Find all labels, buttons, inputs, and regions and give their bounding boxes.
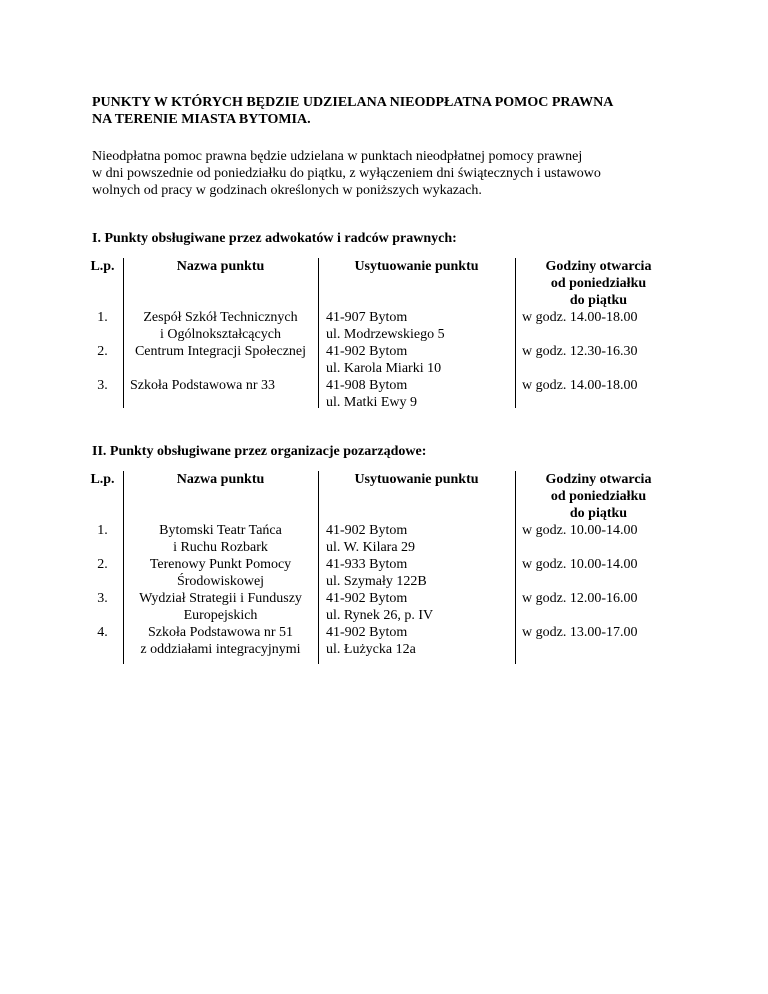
header-godziny: Godziny otwarcia od poniedziałku do piątku: [545, 472, 652, 521]
intro-line-3: wolnych od pracy w godzinach określonych w poniższych wykazach.: [92, 183, 482, 198]
title-line-2: NA TERENIE MIASTA BYTOMIA.: [92, 112, 311, 127]
row-lp: 2.: [97, 344, 108, 359]
row-adres: 41-907 Bytom ul. Modrzewskiego 5: [326, 310, 445, 342]
header-nazwa: Nazwa punktu: [176, 259, 265, 274]
row-lp: 1.: [97, 523, 108, 538]
row-nazwa: Szkoła Podstawowa nr 51 z oddziałami integracyjnymi: [140, 625, 301, 657]
row-godziny: w godz. 13.00-17.00: [522, 625, 638, 640]
header-lp: L.p.: [90, 472, 115, 487]
row-lp: 2.: [97, 557, 108, 572]
row-godziny: w godz. 12.30-16.30: [522, 344, 638, 359]
intro-line-2: w dni powszednie od poniedziałku do piątku, z wyłączeniem dni świątecznych i ustawowo: [92, 166, 601, 181]
header-nazwa: Nazwa punktu: [176, 472, 265, 487]
row-lp: 4.: [97, 625, 108, 640]
document-title: [92, 94, 678, 128]
row-adres: 41-902 Bytom ul. Karola Miarki 10: [326, 344, 442, 376]
row-godziny: w godz. 14.00-18.00: [522, 378, 638, 393]
row-lp: 3.: [97, 591, 108, 606]
row-adres: 41-908 Bytom ul. Matki Ewy 9: [326, 378, 417, 410]
row-nazwa: Wydział Strategii i Funduszy Europejskich: [139, 591, 302, 623]
document-page: [90, 94, 678, 657]
row-godziny: w godz. 10.00-14.00: [522, 523, 638, 538]
section-2-title: II. Punkty obsługiwane przez organizacje pozarządowe:: [92, 444, 427, 459]
table-border: [318, 258, 319, 408]
intro-line-1: Nieodpłatna pomoc prawna będzie udzielana w punktach nieodpłatnej pomocy prawnej: [92, 149, 583, 164]
header-godziny: Godziny otwarcia od poniedziałku do piątku: [545, 259, 652, 308]
row-adres: 41-902 Bytom ul. W. Kilara 29: [326, 523, 416, 555]
header-usytuowanie: Usytuowanie punktu: [354, 259, 479, 274]
row-nazwa: Terenowy Punkt Pomocy Środowiskowej: [149, 557, 292, 589]
table-section-2: [82, 471, 682, 664]
title-line-1: PUNKTY W KTÓRYCH BĘDZIE UDZIELANA NIEODPŁATNA POMOC PRAWNA: [92, 95, 614, 110]
intro-paragraph: [92, 148, 678, 199]
table-section-1: [82, 258, 682, 408]
row-lp: 1.: [97, 310, 108, 325]
table-border: [318, 471, 319, 664]
row-nazwa: Centrum Integracji Społecznej: [134, 344, 307, 359]
header-lp: L.p.: [90, 259, 115, 274]
row-adres: 41-933 Bytom ul. Szymały 122B: [326, 557, 427, 589]
header-usytuowanie: Usytuowanie punktu: [354, 472, 479, 487]
row-adres: 41-902 Bytom ul. Rynek 26, p. IV: [326, 591, 434, 623]
row-nazwa: Zespół Szkół Technicznych i Ogólnokształcących: [143, 310, 298, 342]
row-godziny: w godz. 14.00-18.00: [522, 310, 638, 325]
row-lp: 3.: [97, 378, 108, 393]
row-godziny: w godz. 10.00-14.00: [522, 557, 638, 572]
row-nazwa: Bytomski Teatr Tańca i Ruchu Rozbark: [159, 523, 282, 555]
section-1-title: I. Punkty obsługiwane przez adwokatów i radców prawnych:: [92, 231, 457, 246]
row-nazwa: Szkoła Podstawowa nr 33: [130, 378, 276, 393]
row-godziny: w godz. 12.00-16.00: [522, 591, 638, 606]
row-adres: 41-902 Bytom ul. Łużycka 12a: [326, 625, 416, 657]
